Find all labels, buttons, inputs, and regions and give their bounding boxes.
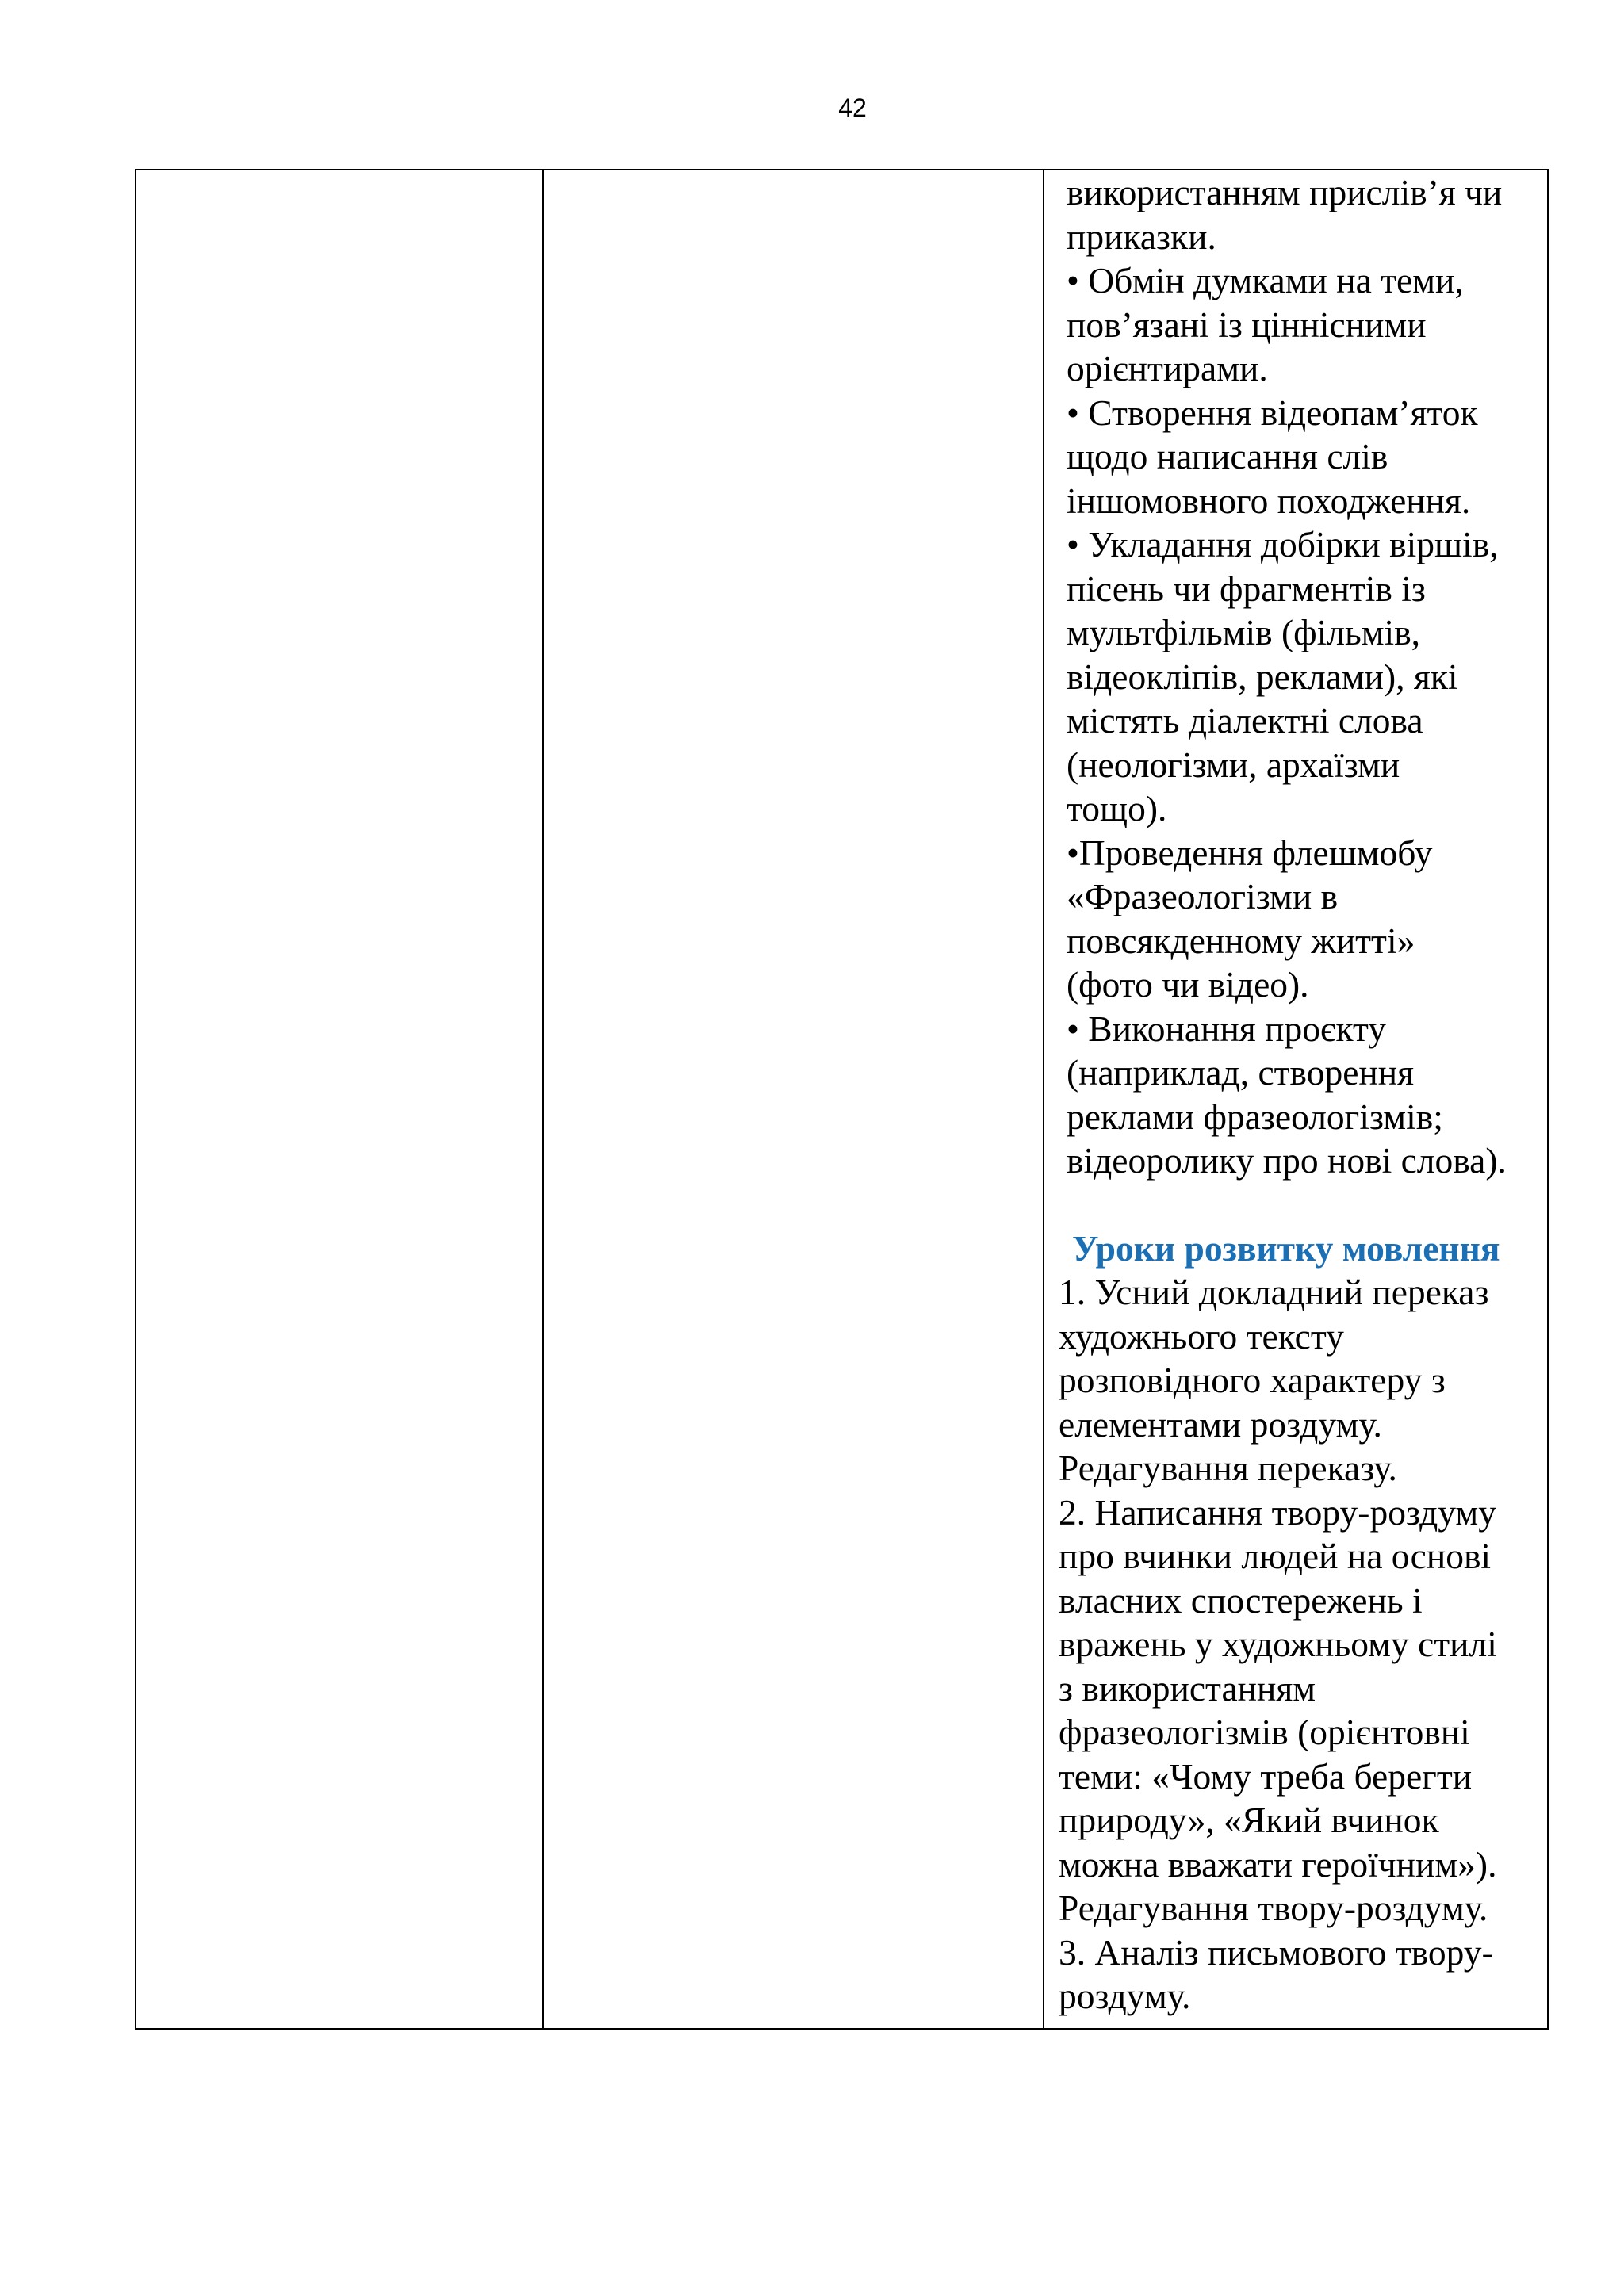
- table-cell-activities: [1044, 170, 1548, 2029]
- activity-line: • Створення відеопам’яток: [1067, 392, 1478, 433]
- speech-lesson-line: можна вважати героїчним»).: [1059, 1843, 1497, 1885]
- speech-lesson-line: теми: «Чому треба берегти: [1059, 1755, 1473, 1797]
- speech-lesson-line: природу», «Який вчинок: [1059, 1800, 1439, 1840]
- activity-line: приказки.: [1067, 216, 1216, 257]
- activity-line: іншомовного походження.: [1067, 480, 1471, 521]
- speech-lesson-item: [1059, 1270, 1547, 1490]
- activity-line: • Обмін думками на теми,: [1067, 260, 1464, 300]
- speech-lesson-line: художнього тексту: [1059, 1315, 1344, 1357]
- activity-line: • Укладання добірки віршів,: [1067, 524, 1499, 564]
- speech-lesson-line: з використанням: [1059, 1667, 1316, 1709]
- activity-item: [1067, 391, 1547, 523]
- activity-line: пов’язані із ціннісними: [1067, 304, 1427, 345]
- speech-lesson-line: елементами роздуму.: [1059, 1403, 1382, 1445]
- speech-lesson-line: про вчинки людей на основі: [1059, 1536, 1492, 1576]
- activity-line: містять діалектні слова: [1067, 700, 1423, 740]
- curriculum-table: [135, 169, 1549, 2030]
- speech-lesson-line: фразеологізмів (орієнтовні: [1059, 1712, 1470, 1752]
- activity-line: повсякденному житті»: [1067, 920, 1415, 961]
- activity-item: [1067, 831, 1547, 1007]
- table-row: [136, 170, 1548, 2029]
- speech-lesson-line: Редагування твору-роздуму.: [1059, 1888, 1488, 1928]
- activity-line: використанням прислів’я чи: [1067, 172, 1503, 212]
- speech-lesson-line: вражень у художньому стилі: [1059, 1624, 1497, 1664]
- speech-lessons-list: [1044, 1270, 1547, 2019]
- activity-line: тощо).: [1067, 788, 1167, 828]
- speech-lesson-line: власних спостережень і: [1059, 1579, 1423, 1621]
- table-cell-col2: [543, 170, 1044, 2029]
- activity-item: [1067, 258, 1547, 391]
- activity-line: (наприклад, створення: [1067, 1052, 1415, 1093]
- activity-line: • Виконання проєкту: [1067, 1008, 1387, 1049]
- activity-line: пісень чи фрагментів із: [1067, 568, 1426, 609]
- table-cell-col1: [136, 170, 543, 2029]
- speech-lesson-item: [1059, 1931, 1547, 2019]
- activities-list: [1044, 170, 1547, 1183]
- activity-line: (неологізми, архаїзми: [1067, 744, 1400, 785]
- activity-line: відеокліпів, реклами), які: [1067, 656, 1458, 697]
- activity-line: орієнтирами.: [1067, 348, 1268, 388]
- activity-item: [1067, 170, 1547, 258]
- activity-line: реклами фразеологізмів;: [1067, 1096, 1443, 1137]
- activity-line: «Фразеологізми в: [1067, 876, 1339, 916]
- speech-lesson-line: 3. Аналіз письмового твору-: [1059, 1931, 1494, 1973]
- activity-item: [1067, 522, 1547, 831]
- speech-lessons-heading: Уроки розвитку мовлення: [1072, 1227, 1500, 1269]
- activity-line: мультфільмів (фільмів,: [1067, 612, 1421, 652]
- page-number: 42: [838, 94, 867, 122]
- activity-line: щодо написання слів: [1067, 436, 1388, 476]
- speech-lesson-line: роздуму.: [1059, 1976, 1191, 2016]
- activity-line: (фото чи відео).: [1067, 964, 1309, 1004]
- speech-lesson-line: 1. Усний докладний переказ: [1059, 1272, 1489, 1312]
- activity-line: •Проведення флешмобу: [1067, 832, 1433, 873]
- activity-line: відеоролику про нові слова).: [1067, 1140, 1507, 1181]
- speech-lesson-item: [1059, 1490, 1547, 1931]
- speech-lesson-line: 2. Написання твору-роздуму: [1059, 1491, 1496, 1533]
- speech-lesson-line: Редагування переказу.: [1059, 1448, 1397, 1488]
- activity-item: [1067, 1007, 1547, 1183]
- speech-lesson-line: розповідного характеру з: [1059, 1360, 1446, 1400]
